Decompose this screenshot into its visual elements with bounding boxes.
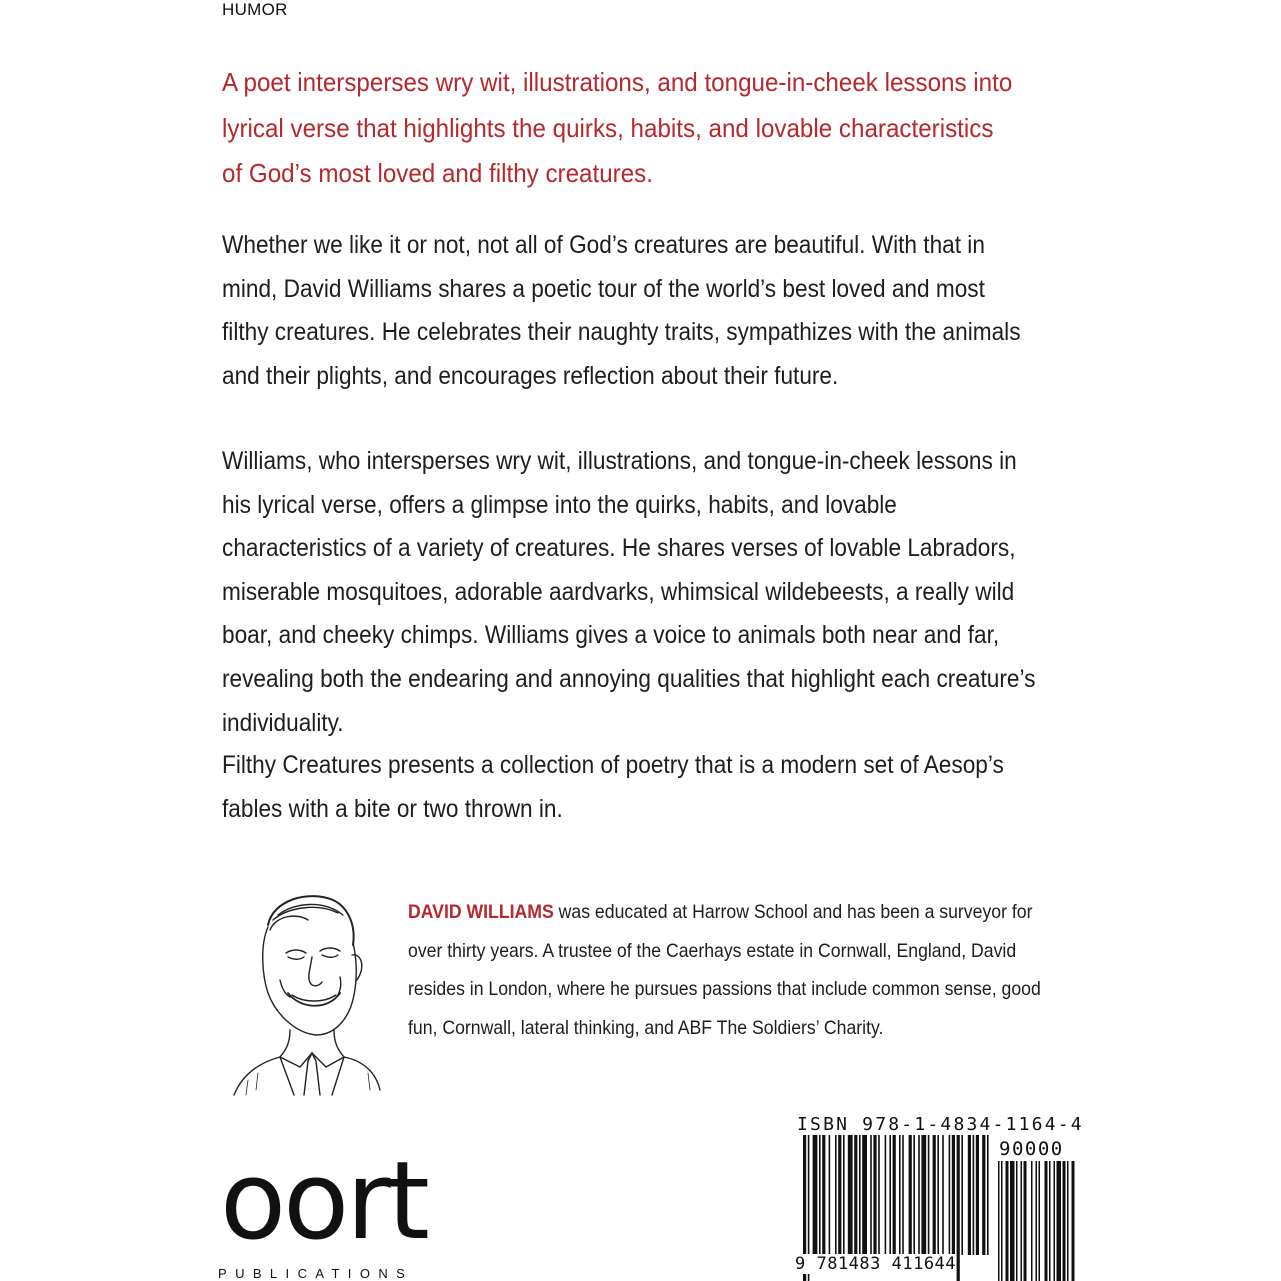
barcode-bar (949, 1135, 951, 1255)
barcode-addon-bar (1067, 1161, 1069, 1281)
barcode-bar (813, 1135, 818, 1255)
barcode-bar (918, 1135, 920, 1255)
ean-digits: 9 781483 411644 (795, 1254, 957, 1274)
barcode-addon-bar (998, 1161, 1000, 1281)
category-label: HUMOR (222, 0, 288, 19)
barcode-bar (870, 1135, 872, 1255)
barcode-bar (838, 1135, 841, 1255)
author-name: DAVID WILLIAMS (408, 901, 554, 923)
barcode-addon-bar (1045, 1161, 1048, 1281)
barcode-bar (942, 1135, 944, 1255)
barcode-addon-bar (1072, 1161, 1075, 1281)
barcode-bar (909, 1135, 912, 1255)
barcode-bar (957, 1135, 960, 1281)
barcode-addon-bar (1006, 1161, 1009, 1281)
barcode-bar (862, 1135, 867, 1255)
barcode-bar (819, 1135, 821, 1255)
barcode-addon-bar (1057, 1161, 1062, 1281)
description-paragraph-1: Whether we like it or not, not all of God’s creatures are beautiful. With that in mind, David Williams shares a poetic tour of the world’s best loved and most filthy creatures. He celebrates their naughty traits, sympathizes with the animals and their plights, and encourages reflection about their future. (222, 231, 1021, 390)
barcode-bar (878, 1135, 880, 1255)
barcode-bar (987, 1135, 989, 1255)
barcode-bar (902, 1135, 904, 1255)
author-bio (408, 893, 1060, 1047)
barcode-bar (835, 1135, 837, 1255)
barcode-bar (961, 1135, 963, 1255)
barcode-addon-bar (1063, 1161, 1066, 1281)
barcode-addon-bar (1024, 1161, 1027, 1281)
barcode-addon-bar (1054, 1161, 1056, 1281)
barcode-bar (913, 1135, 915, 1255)
barcode-bar (848, 1135, 853, 1255)
barcode-bar (843, 1135, 845, 1255)
publisher-logo-subtitle: PUBLICATIONS (218, 1266, 414, 1281)
tagline: A poet intersperses wry wit, illustrations, and tongue-in-cheek lessons into lyrical verse that highlights the quirks, habits, and lovable characteristics of God’s most loved and filthy creatures. (222, 67, 1013, 188)
barcode-bar (982, 1135, 985, 1255)
barcode-bar (933, 1135, 936, 1255)
barcode-bar (976, 1135, 979, 1255)
barcode-bar (822, 1135, 825, 1255)
author-portrait-sketch (228, 885, 383, 1100)
description-paragraph-3: Filthy Creatures presents a collection of poetry that is a modern set of Aesop’s fables with a bite or two thrown in. (222, 751, 1004, 823)
barcode-bar (899, 1135, 901, 1255)
author-bio-text: was educated at Harrow School and has been a surveyor for over thirty years. A trustee of the Caerhays estate in Cornwall, England, David resides in London, where he pursues passions that include common sense, good fun, Cornwall, lateral thinking, and ABF The Soldiers’ Charity. (408, 901, 1041, 1039)
barcode-bar (921, 1135, 926, 1255)
barcode-addon-bar (1031, 1161, 1033, 1281)
barcode-bar (854, 1135, 857, 1255)
isbn-label: ISBN 978-1-4834-1164-4 (797, 1114, 1084, 1135)
barcode-bar (829, 1135, 831, 1255)
barcode-addon-bar (1049, 1161, 1051, 1281)
barcode-bar (859, 1135, 861, 1255)
barcode-addon-bar (1036, 1161, 1038, 1281)
description-paragraph-2: Williams, who intersperses wry wit, illustrations, and tongue-in-cheek lessons in his lyrical verse, offers a glimpse into the quirks, habits, and lovable characteristics of a variety of creatures. He shares verses of lovable Labradors, miserable mosquitoes, adorable aardvarks, whimsical wildebeests, a really wild boar, and cheeky chimps. Williams gives a voice to animals both near and far, revealing both the endearing and annoying qualities that highlight each creature’s individuality. (222, 447, 1036, 737)
barcode-bar (973, 1135, 975, 1255)
barcode-addon-bar (1001, 1161, 1003, 1281)
barcode-bar (889, 1135, 891, 1255)
barcode-bar (928, 1135, 930, 1255)
barcode-bar (937, 1135, 939, 1255)
barcode-bar (873, 1135, 876, 1255)
barcode-addon-bar (1010, 1161, 1015, 1281)
barcode-bar (885, 1135, 887, 1255)
price-code: 90000 (999, 1138, 1064, 1160)
barcode-addon-bar (1039, 1161, 1041, 1281)
barcode-bar (952, 1135, 955, 1255)
barcode-bar (968, 1135, 971, 1255)
barcode-addon-bar (1016, 1161, 1018, 1281)
publisher-logo: oort (220, 1139, 427, 1264)
barcode-addon-bar (1021, 1161, 1023, 1281)
barcode-bar (893, 1135, 896, 1255)
